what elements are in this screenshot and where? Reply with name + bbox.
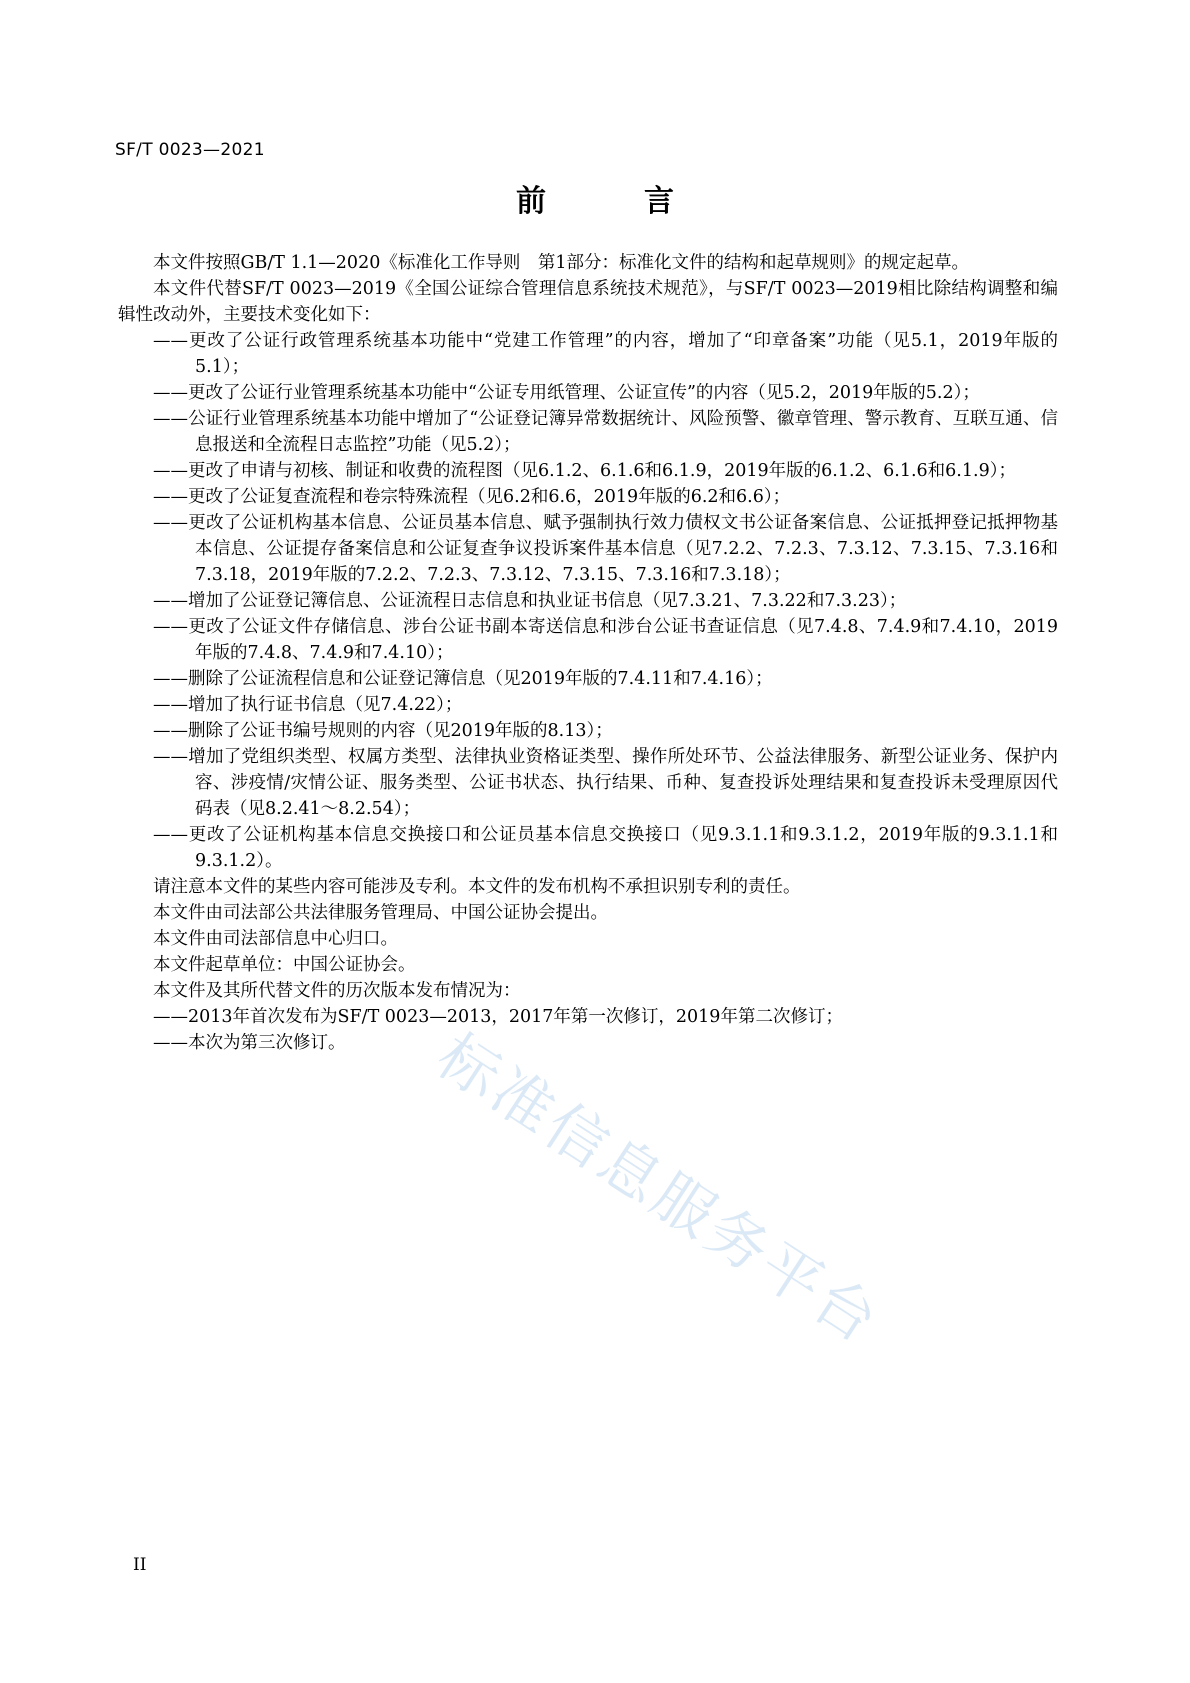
note-patent: 请注意本文件的某些内容可能涉及专利。本文件的发布机构不承担识别专利的责任。 bbox=[153, 877, 801, 897]
change-item: ——删除了公证流程信息和公证登记簿信息（见2019年版的7.4.11和7.4.16）； bbox=[153, 669, 773, 689]
watermark-text: 标准信息服务平台 bbox=[424, 1020, 893, 1359]
note-proposer: 本文件由司法部公共法律服务管理局、中国公证协会提出。 bbox=[153, 903, 608, 923]
paragraph-replacement: 本文件代替SF/T 0023—2019《全国公证综合管理信息系统技术规范》，与SF/T 0023—2019相比除结构调整和编辑性改动外，主要技术变化如下： bbox=[118, 279, 1058, 325]
document-body bbox=[118, 250, 1058, 1056]
page-number: II bbox=[133, 1555, 147, 1575]
change-item: ——更改了公证机构基本信息交换接口和公证员基本信息交换接口（见9.3.1.1和9.3.1.2，2019年版的9.3.1.1和9.3.1.2）。 bbox=[153, 825, 1058, 871]
document-code: SF/T 0023—2021 bbox=[115, 140, 265, 160]
change-item: ——更改了公证行政管理系统基本功能中“党建工作管理”的内容，增加了“印章备案”功能（见5.1，2019年版的5.1）； bbox=[153, 331, 1058, 377]
note-history-intro: 本文件及其所代替文件的历次版本发布情况为： bbox=[153, 981, 521, 1001]
history-item: ——本次为第三次修订。 bbox=[153, 1033, 346, 1053]
change-item: ——增加了执行证书信息（见7.4.22）； bbox=[153, 695, 463, 715]
history-item: ——2013年首次发布为SF/T 0023—2013，2017年第一次修订，2019年第二次修订； bbox=[153, 1007, 843, 1027]
change-item: ——公证行业管理系统基本功能中增加了“公证登记簿异常数据统计、风险预警、徽章管理、警示教育、互联互通、信息报送和全流程日志监控”功能（见5.2）； bbox=[153, 409, 1058, 455]
change-item: ——更改了申请与初核、制证和收费的流程图（见6.1.2、6.1.6和6.1.9，2019年版的6.1.2、6.1.6和6.1.9）； bbox=[153, 461, 1016, 481]
note-centralized: 本文件由司法部信息中心归口。 bbox=[153, 929, 398, 949]
change-item: ——删除了公证书编号规则的内容（见2019年版的8.13）； bbox=[153, 721, 613, 741]
change-item: ——更改了公证文件存储信息、涉台公证书副本寄送信息和涉台公证书查证信息（见7.4.8、7.4.9和7.4.10，2019年版的7.4.8、7.4.9和7.4.10）； bbox=[153, 617, 1058, 663]
change-item: ——更改了公证机构基本信息、公证员基本信息、赋予强制执行效力债权文书公证备案信息、公证抵押登记抵押物基本信息、公证提存备案信息和公证复查争议投诉案件基本信息（见7.2.2、7.2.3、7.3.12、7.3.15、7.3.16和7.3.18，2019年版的7.2.2、7.2.3、7.3.12、7.3.15、7.3.16和7.3.18）； bbox=[153, 513, 1058, 585]
change-item: ——更改了公证复查流程和卷宗特殊流程（见6.2和6.6，2019年版的6.2和6.6）； bbox=[153, 487, 791, 507]
note-drafting-unit: 本文件起草单位：中国公证协会。 bbox=[153, 955, 416, 975]
change-item: ——更改了公证行业管理系统基本功能中“公证专用纸管理、公证宣传”的内容（见5.2，2019年版的5.2）； bbox=[153, 383, 980, 403]
change-item: ——增加了党组织类型、权属方类型、法律执业资格证类型、操作所处环节、公益法律服务、新型公证业务、保护内容、涉疫情/灾情公证、服务类型、公证书状态、执行结果、币种、复查投诉处理结果和复查投诉未受理原因代码表（见8.2.41～8.2.54）； bbox=[153, 747, 1058, 819]
change-item: ——增加了公证登记簿信息、公证流程日志信息和执业证书信息（见7.3.21、7.3.22和7.3.23）； bbox=[153, 591, 907, 611]
paragraph-drafting-rule: 本文件按照GB/T 1.1—2020《标准化工作导则 第1部分：标准化文件的结构和起草规则》的规定起草。 bbox=[153, 253, 969, 273]
page-title: 前 言 bbox=[516, 184, 708, 219]
